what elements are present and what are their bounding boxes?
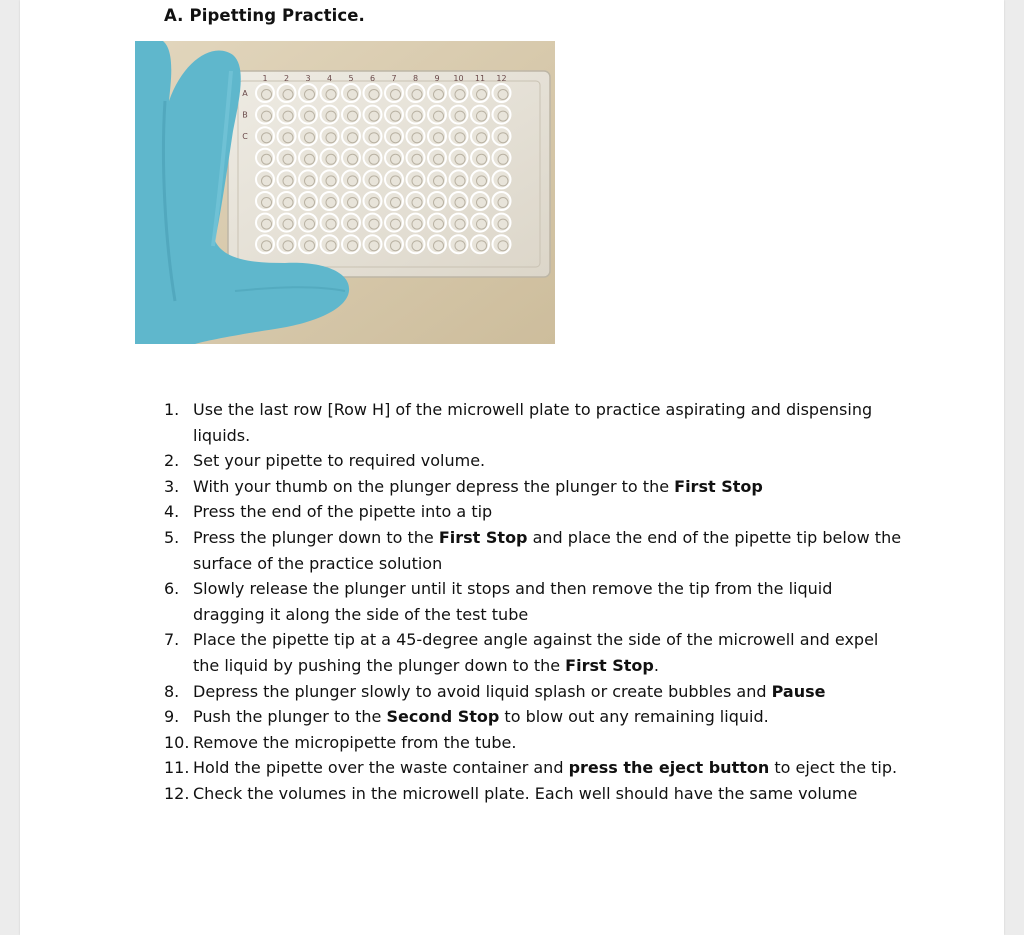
list-item-text: and place the end of the pipette tip below the surface of the practice solution	[193, 527, 902, 573]
section-letter: A.	[164, 6, 184, 25]
list-item	[164, 448, 904, 474]
list-item	[164, 474, 904, 500]
list-item	[164, 679, 904, 705]
list-item-number: 8.	[164, 681, 180, 701]
row-labels	[242, 89, 248, 141]
instruction-list	[164, 397, 904, 807]
section-title: Pipetting Practice.	[189, 6, 365, 25]
list-item-text: Check the volumes in the microwell plate. Each well should have the same volume	[193, 783, 858, 803]
list-item	[164, 576, 904, 627]
column-number-label: 12	[496, 74, 507, 83]
microwell-plate-photo	[135, 41, 555, 344]
list-item-text: With your thumb on the plunger depress the plunger to the	[193, 476, 675, 496]
list-item-number: 7.	[164, 630, 180, 650]
column-number-label: 1	[262, 74, 268, 83]
list-item-text: Depress the plunger slowly to avoid liquid splash or create bubbles and	[193, 681, 772, 701]
column-number-label: 10	[453, 74, 464, 83]
list-item-number: 2.	[164, 451, 180, 471]
emphasis-text: press the eject button	[568, 758, 770, 778]
list-item-text: Remove the micropipette from the tube.	[193, 732, 517, 752]
column-number-label: 4	[326, 74, 333, 83]
list-item-text: Press the plunger down to the	[193, 527, 439, 547]
list-item-number: 5.	[164, 527, 180, 547]
list-item-text: Hold the pipette over the waste container and	[193, 758, 569, 778]
list-item	[164, 755, 904, 781]
list-item-text: .	[653, 655, 659, 675]
list-item-number: 6.	[164, 579, 180, 599]
row-letter-label: B	[242, 110, 248, 120]
list-item	[164, 525, 904, 576]
list-item-text: Push the plunger to the	[193, 707, 387, 727]
column-number-label: 3	[305, 74, 311, 83]
column-number-label: 2	[283, 74, 290, 83]
list-item	[164, 627, 904, 678]
column-number-label: 6	[369, 74, 376, 83]
list-item-number: 1.	[164, 400, 180, 419]
list-item-text: Set your pipette to required volume.	[193, 451, 486, 471]
list-item-number: 10.	[164, 732, 190, 752]
section-heading	[164, 6, 365, 25]
row-letter-label: A	[242, 89, 248, 98]
list-item	[164, 397, 904, 448]
column-number-label: 9	[434, 74, 440, 83]
list-item-text: Press the end of the pipette into a tip	[193, 502, 493, 522]
emphasis-text: Pause	[771, 681, 826, 701]
emphasis-text: First Stop	[438, 527, 528, 547]
list-item	[164, 781, 904, 807]
row-letter-label: C	[242, 132, 248, 142]
emphasis-text: Second Stop	[386, 707, 500, 727]
list-item-number: 11.	[164, 758, 190, 778]
list-item-number: 3.	[164, 476, 180, 496]
list-item	[164, 499, 904, 525]
list-item	[164, 704, 904, 730]
list-item-number: 4.	[164, 502, 180, 522]
list-item-number: 12.	[164, 783, 190, 803]
list-item-number: 9.	[164, 707, 180, 727]
emphasis-text: First Stop	[565, 655, 654, 675]
column-number-label: 7	[391, 74, 397, 83]
list-item-text: Slowly release the plunger until it stops and then remove the tip from the liquid dragging it along the side of the test tube	[193, 579, 833, 624]
list-item-text: to eject the tip.	[769, 758, 898, 778]
column-number-label: 5	[348, 74, 354, 83]
photo-illustration	[135, 41, 555, 344]
list-item-text: Use the last row [Row H] of the microwell plate to practice aspirating and dispensing liquids.	[193, 400, 873, 445]
list-item-text: to blow out any remaining liquid.	[499, 707, 769, 727]
document-page	[20, 0, 1004, 935]
list-item	[164, 730, 904, 756]
column-number-label: 11	[474, 74, 486, 83]
column-number-label: 8	[412, 74, 419, 83]
list-item-text: Place the pipette tip at a 45-degree angle against the side of the microwell and expel the liquid by pushing the plunger down to the	[193, 630, 879, 675]
emphasis-text: First Stop	[674, 476, 763, 496]
